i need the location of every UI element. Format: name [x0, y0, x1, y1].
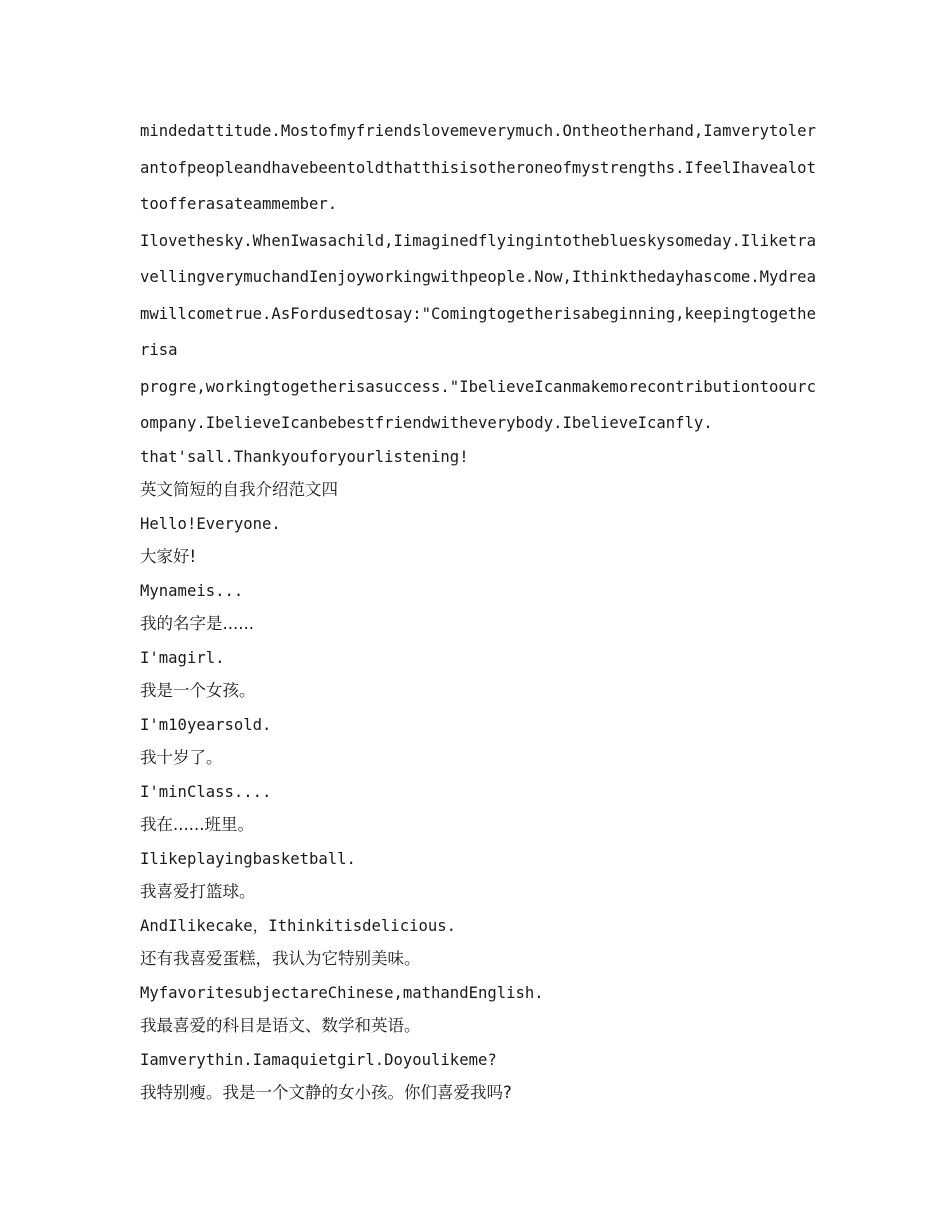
text-line: Mynameis... — [140, 581, 244, 600]
text-line: ompany.IbelieveIcanbebestfriendwitheverybody.IbelieveIcanfly. — [140, 414, 713, 432]
text-line: 我是一个女孩。 — [140, 681, 256, 700]
text-line: 我喜爱打篮球。 — [140, 882, 256, 901]
text-line: toofferasateammember. — [140, 195, 338, 213]
text-line: vellingverymuchandIenjoyworkingwithpeople.Now,Ithinkthedayhascome.Mydrea — [140, 268, 816, 286]
text-line: MyfavoritesubjectareChinese,mathandEnglish. — [140, 983, 544, 1002]
text-line: Hello!Everyone. — [140, 514, 281, 533]
text-line: Iamverythin.Iamaquietgirl.Doyoulikeme? — [140, 1050, 497, 1069]
text-line: risa — [140, 341, 178, 359]
text-line: progre,workingtogetherisasuccess."IbelieveIcanmakemorecontributiontoourc — [140, 377, 816, 396]
text-line: Ilikeplayingbasketball. — [140, 849, 356, 868]
section-heading: 英文简短的自我介绍范文四 — [140, 480, 338, 499]
text-line: 我在......班里。 — [140, 815, 254, 834]
text-line: AndIlikecake，Ithinkitisdelicious. — [140, 916, 457, 935]
text-line: I'magirl. — [140, 648, 225, 667]
text-line: antofpeopleandhavebeentoldthatthisisotheroneofmystrengths.IfeelIhavealot — [140, 158, 816, 177]
text-line: 我的名字是...... — [140, 614, 254, 633]
text-line: 还有我喜爱蛋糕，我认为它特别美味。 — [140, 949, 421, 968]
document-body — [140, 116, 820, 1112]
text-line: that'sall.Thankyouforyourlistening! — [140, 447, 469, 466]
text-line: 我十岁了。 — [140, 748, 223, 767]
text-line: I'm10yearsold. — [140, 715, 272, 734]
text-line: I'minClass.... — [140, 782, 272, 801]
text-line: 我特别瘦。我是一个文静的女小孩。你们喜爱我吗? — [140, 1083, 512, 1102]
text-line: 大家好! — [140, 547, 197, 566]
text-line: mwillcometrue.AsFordusedtosay:"Comingtogetherisabeginning,keepingtogethe — [140, 304, 816, 323]
text-line: mindedattitude.Mostofmyfriendslovemeverymuch.Ontheotherhand,Iamverytoler — [140, 122, 816, 140]
text-line: Ilovethesky.WhenIwasachild,Iimaginedflyingintotheblueskysomeday.Iliketra — [140, 231, 816, 250]
text-line: 我最喜爱的科目是语文、数学和英语。 — [140, 1016, 421, 1035]
